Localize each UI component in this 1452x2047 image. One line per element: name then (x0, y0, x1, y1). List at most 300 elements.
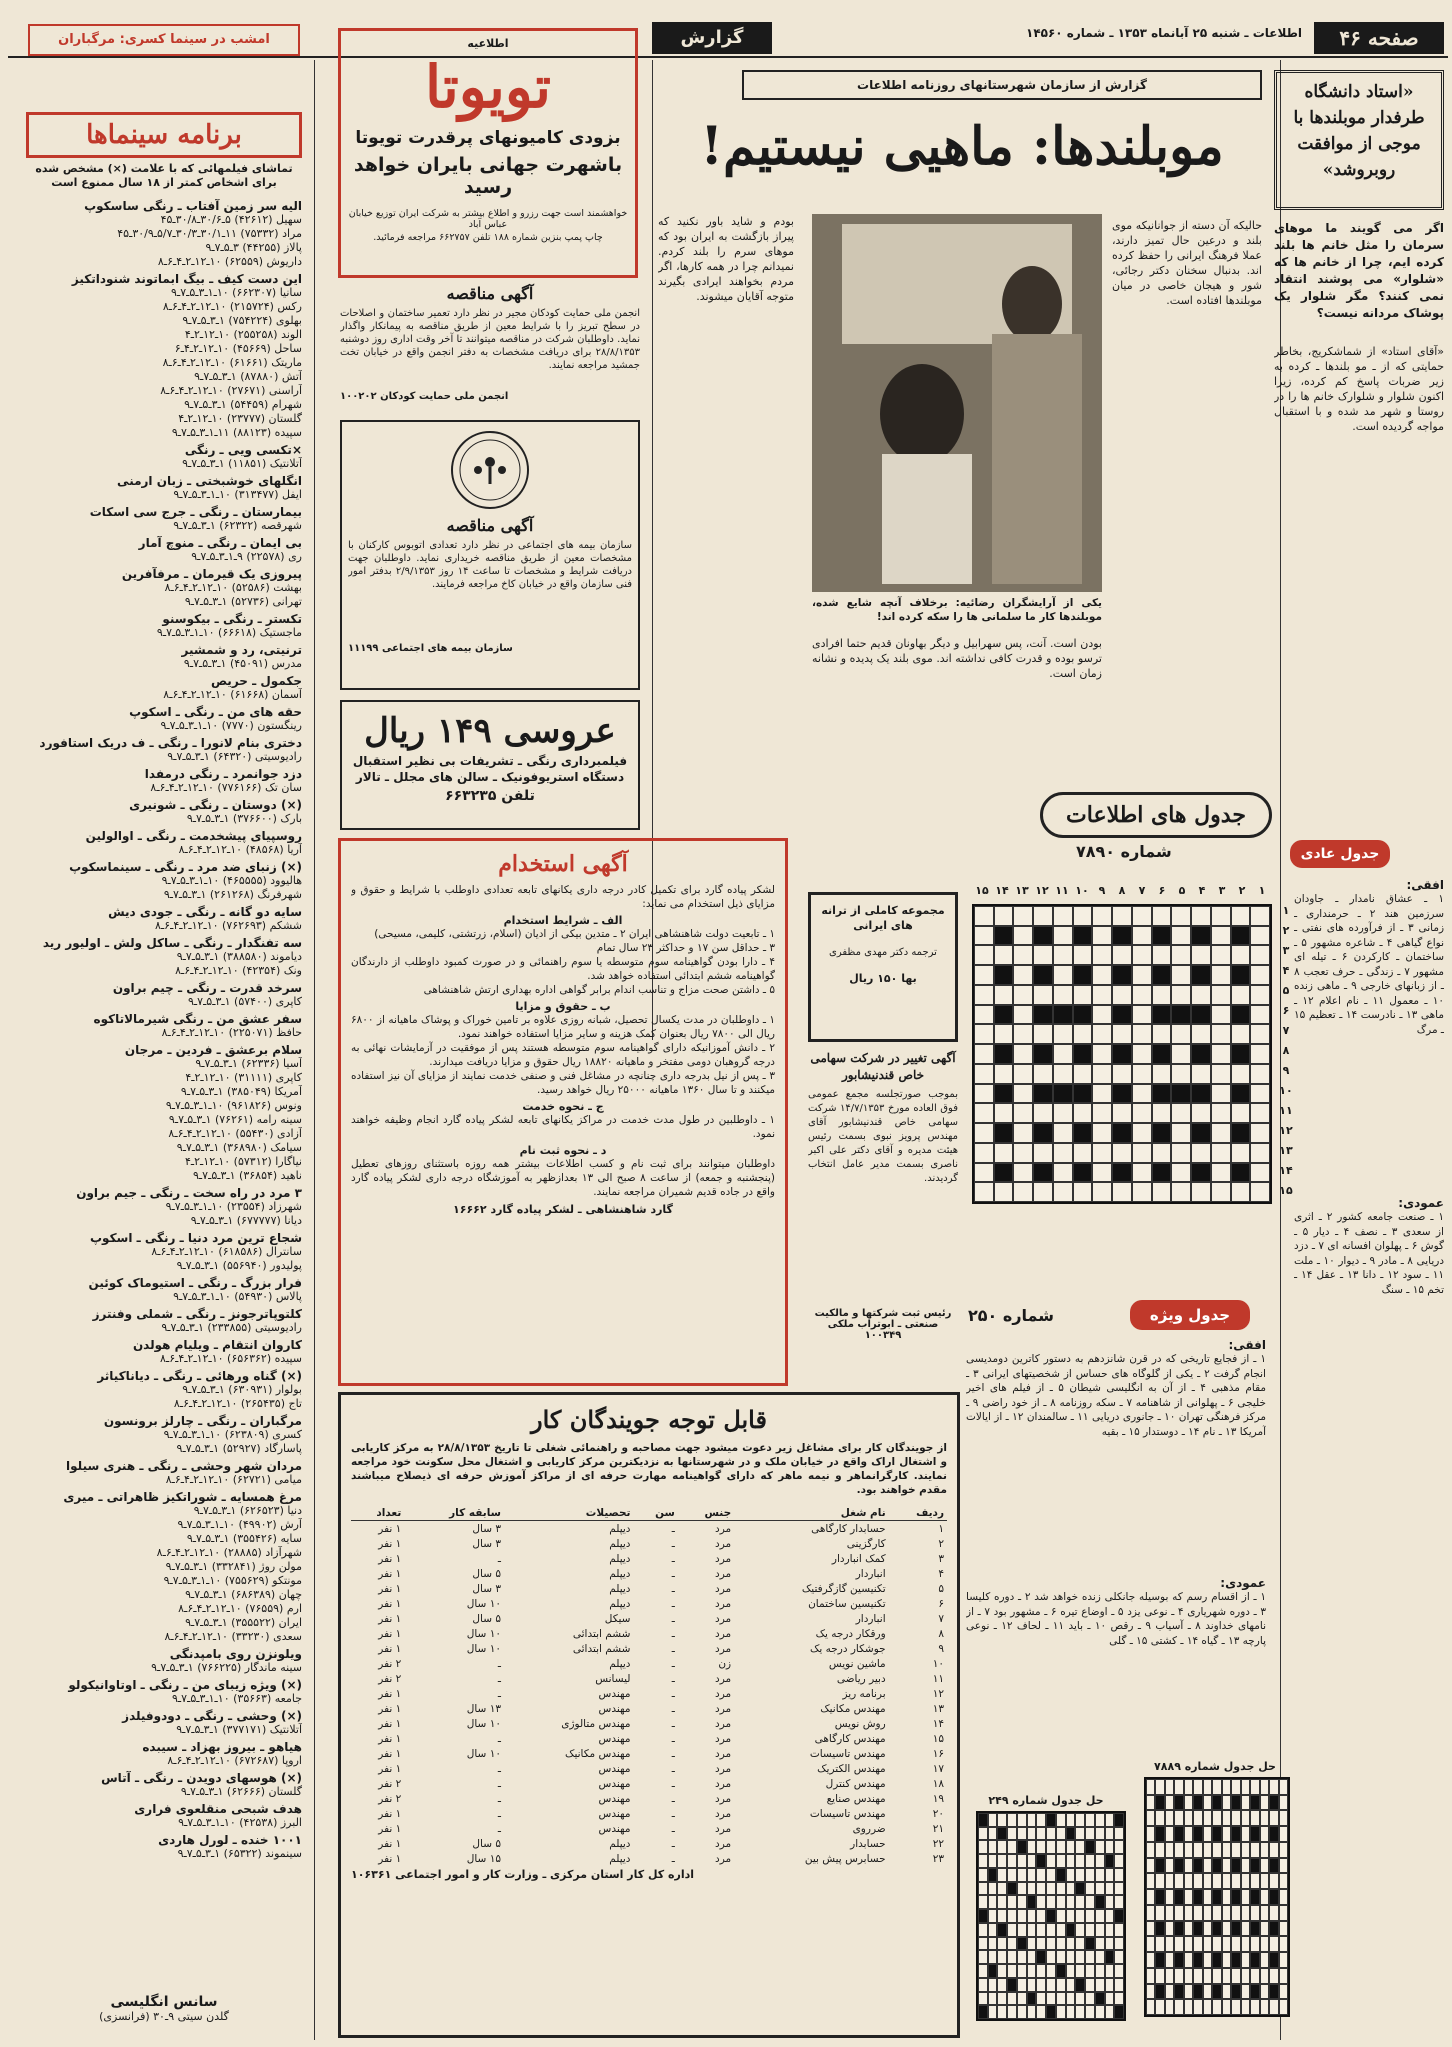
crossword-cell[interactable] (1073, 1064, 1093, 1084)
crossword-cell[interactable] (1211, 1143, 1231, 1163)
crossword-cell[interactable] (1053, 1044, 1073, 1064)
solution-cell[interactable] (1184, 1889, 1193, 1905)
solution-cell[interactable] (978, 1827, 988, 1841)
solution-cell[interactable] (1075, 1978, 1085, 1992)
solution-cell[interactable] (1114, 1813, 1124, 1827)
crossword-cell[interactable] (994, 985, 1014, 1005)
solution-cell[interactable] (1075, 1813, 1085, 1827)
crossword-cell[interactable] (1132, 945, 1152, 965)
solution-cell[interactable] (1222, 1889, 1231, 1905)
solution-cell[interactable] (1027, 1813, 1037, 1827)
solution-cell[interactable] (1036, 1950, 1046, 1964)
solution-cell[interactable] (1146, 1779, 1155, 1795)
solution-cell[interactable] (1075, 1882, 1085, 1896)
solution-cell[interactable] (1184, 1779, 1193, 1795)
solution-cell[interactable] (1105, 1827, 1115, 1841)
solution-cell[interactable] (1017, 1827, 1027, 1841)
crossword-cell[interactable] (1092, 1044, 1112, 1064)
solution-cell[interactable] (1279, 1889, 1288, 1905)
solution-cell[interactable] (1075, 1964, 1085, 1978)
solution-cell[interactable] (1085, 1895, 1095, 1909)
solution-cell[interactable] (1017, 1909, 1027, 1923)
solution-cell[interactable] (1146, 1984, 1155, 2000)
solution-cell[interactable] (1155, 1795, 1164, 1811)
crossword-cell[interactable] (1013, 985, 1033, 1005)
solution-cell[interactable] (1114, 1827, 1124, 1841)
solution-cell[interactable] (1007, 1840, 1017, 1854)
solution-cell[interactable] (988, 2005, 998, 2019)
crossword-cell[interactable] (974, 945, 994, 965)
solution-cell[interactable] (1241, 1795, 1250, 1811)
solution-cell[interactable] (1007, 1882, 1017, 1896)
solution-cell[interactable] (1260, 1999, 1269, 2015)
solution-cell[interactable] (1046, 1923, 1056, 1937)
crossword-cell[interactable] (1112, 906, 1132, 926)
solution-cell[interactable] (1231, 1842, 1240, 1858)
solution-cell[interactable] (1165, 1952, 1174, 1968)
solution-cell[interactable] (1114, 1854, 1124, 1868)
solution-cell[interactable] (1279, 1873, 1288, 1889)
solution-cell[interactable] (1056, 1950, 1066, 1964)
solution-cell[interactable] (1056, 1895, 1066, 1909)
solution-cell[interactable] (1046, 1895, 1056, 1909)
crossword-cell[interactable] (1191, 1024, 1211, 1044)
crossword-cell[interactable] (994, 1005, 1014, 1025)
crossword-cell[interactable] (1033, 1143, 1053, 1163)
crossword-cell[interactable] (994, 906, 1014, 926)
crossword-cell[interactable] (1171, 985, 1191, 1005)
solution-cell[interactable] (1007, 2005, 1017, 2019)
crossword-cell[interactable] (1092, 1182, 1112, 1202)
crossword-cell[interactable] (1152, 965, 1172, 985)
solution-cell[interactable] (1279, 1842, 1288, 1858)
solution-cell[interactable] (988, 1895, 998, 1909)
crossword-cell[interactable] (1171, 926, 1191, 946)
crossword-cell[interactable] (1171, 1182, 1191, 1202)
crossword-cell[interactable] (1191, 1143, 1211, 1163)
solution-cell[interactable] (1066, 1992, 1076, 2006)
solution-cell[interactable] (1105, 1895, 1115, 1909)
crossword-cell[interactable] (1033, 906, 1053, 926)
crossword-cell[interactable] (1250, 1163, 1270, 1183)
crossword-cell[interactable] (1013, 1024, 1033, 1044)
solution-cell[interactable] (1066, 1854, 1076, 1868)
solution-cell[interactable] (1165, 1889, 1174, 1905)
crossword-cell[interactable] (1033, 945, 1053, 965)
crossword-cell[interactable] (1132, 1103, 1152, 1123)
solution-cell[interactable] (997, 1854, 1007, 1868)
crossword-cell[interactable] (974, 965, 994, 985)
solution-cell[interactable] (1017, 2005, 1027, 2019)
crossword-cell[interactable] (1191, 1182, 1211, 1202)
solution-cell[interactable] (988, 1882, 998, 1896)
solution-cell[interactable] (1241, 1936, 1250, 1952)
crossword-cell[interactable] (1132, 1024, 1152, 1044)
solution-cell[interactable] (1036, 1937, 1046, 1951)
solution-cell[interactable] (1085, 1882, 1095, 1896)
solution-cell[interactable] (1269, 1873, 1278, 1889)
crossword-cell[interactable] (1171, 1084, 1191, 1104)
solution-cell[interactable] (988, 1950, 998, 1964)
solution-cell[interactable] (1250, 1968, 1259, 1984)
solution-cell[interactable] (1174, 1779, 1183, 1795)
crossword-cell[interactable] (1152, 1064, 1172, 1084)
crossword-cell[interactable] (1250, 1024, 1270, 1044)
solution-cell[interactable] (1279, 1858, 1288, 1874)
solution-cell[interactable] (1007, 1950, 1017, 1964)
crossword-cell[interactable] (1112, 965, 1132, 985)
solution-cell[interactable] (1165, 1842, 1174, 1858)
crossword-cell[interactable] (1073, 1084, 1093, 1104)
solution-cell[interactable] (1066, 1827, 1076, 1841)
solution-cell[interactable] (1269, 1842, 1278, 1858)
crossword-cell[interactable] (1073, 1005, 1093, 1025)
solution-cell[interactable] (1241, 1905, 1250, 1921)
solution-cell[interactable] (1155, 1984, 1164, 2000)
solution-cell[interactable] (1231, 1889, 1240, 1905)
crossword-cell[interactable] (1053, 965, 1073, 985)
solution-cell[interactable] (1174, 1999, 1183, 2015)
crossword-cell[interactable] (1152, 1143, 1172, 1163)
solution-cell[interactable] (1222, 1858, 1231, 1874)
solution-cell[interactable] (1046, 1950, 1056, 1964)
solution-cell[interactable] (1260, 1968, 1269, 1984)
crossword-cell[interactable] (1013, 1163, 1033, 1183)
crossword-cell[interactable] (1231, 965, 1251, 985)
solution-cell[interactable] (1017, 1813, 1027, 1827)
solution-cell[interactable] (1066, 1840, 1076, 1854)
solution-cell[interactable] (1056, 1964, 1066, 1978)
crossword-cell[interactable] (1073, 1143, 1093, 1163)
crossword-cell[interactable] (994, 926, 1014, 946)
crossword-cell[interactable] (1092, 1123, 1112, 1143)
solution-cell[interactable] (1269, 1999, 1278, 2015)
solution-cell[interactable] (1085, 1923, 1095, 1937)
crossword-cell[interactable] (1211, 985, 1231, 1005)
crossword-cell[interactable] (1231, 1103, 1251, 1123)
solution-cell[interactable] (1174, 1921, 1183, 1937)
crossword-cell[interactable] (1191, 945, 1211, 965)
crossword-cell[interactable] (1053, 1024, 1073, 1044)
solution-cell[interactable] (1203, 1810, 1212, 1826)
solution-cell[interactable] (1075, 1895, 1085, 1909)
solution-cell[interactable] (1231, 1968, 1240, 1984)
crossword-cell[interactable] (1191, 1163, 1211, 1183)
solution-cell[interactable] (1036, 1964, 1046, 1978)
crossword-cell[interactable] (1250, 1084, 1270, 1104)
solution-cell[interactable] (1269, 1952, 1278, 1968)
crossword-cell[interactable] (1211, 1005, 1231, 1025)
solution-cell[interactable] (1146, 1968, 1155, 1984)
crossword-cell[interactable] (1073, 1024, 1093, 1044)
solution-cell[interactable] (1085, 1950, 1095, 1964)
crossword-cell[interactable] (1053, 1182, 1073, 1202)
solution-cell[interactable] (988, 1937, 998, 1951)
solution-cell[interactable] (1146, 1936, 1155, 1952)
solution-cell[interactable] (997, 1882, 1007, 1896)
crossword-cell[interactable] (1211, 1103, 1231, 1123)
crossword-cell[interactable] (1073, 1182, 1093, 1202)
solution-cell[interactable] (1165, 1936, 1174, 1952)
solution-cell[interactable] (1105, 1840, 1115, 1854)
solution-cell[interactable] (1269, 1921, 1278, 1937)
solution-cell[interactable] (1007, 1813, 1017, 1827)
crossword-cell[interactable] (1092, 1064, 1112, 1084)
solution-cell[interactable] (1036, 1868, 1046, 1882)
solution-cell[interactable] (1260, 1858, 1269, 1874)
solution-cell[interactable] (1212, 1968, 1221, 1984)
solution-cell[interactable] (1046, 1964, 1056, 1978)
solution-cell[interactable] (1184, 1873, 1193, 1889)
solution-cell[interactable] (1046, 1868, 1056, 1882)
solution-cell[interactable] (1241, 1984, 1250, 2000)
solution-cell[interactable] (997, 1950, 1007, 1964)
crossword-cell[interactable] (1211, 965, 1231, 985)
solution-cell[interactable] (1241, 1779, 1250, 1795)
solution-cell[interactable] (1114, 1978, 1124, 1992)
solution-cell[interactable] (1212, 1984, 1221, 2000)
solution-cell[interactable] (1231, 1873, 1240, 1889)
solution-cell[interactable] (1027, 1827, 1037, 1841)
solution-cell[interactable] (1193, 1999, 1202, 2015)
solution-cell[interactable] (1203, 1842, 1212, 1858)
crossword-cell[interactable] (1250, 965, 1270, 985)
crossword-cell[interactable] (1250, 1064, 1270, 1084)
solution-cell[interactable] (1184, 1842, 1193, 1858)
solution-cell[interactable] (1193, 1795, 1202, 1811)
solution-cell[interactable] (1279, 1952, 1288, 1968)
solution-cell[interactable] (1095, 1895, 1105, 1909)
crossword-cell[interactable] (1132, 1163, 1152, 1183)
solution-cell[interactable] (1279, 1795, 1288, 1811)
solution-cell[interactable] (1105, 1964, 1115, 1978)
solution-cell[interactable] (978, 2005, 988, 2019)
crossword-cell[interactable] (1211, 1044, 1231, 1064)
solution-cell[interactable] (1027, 1882, 1037, 1896)
solution-cell[interactable] (1075, 1854, 1085, 1868)
solution-cell[interactable] (1193, 1905, 1202, 1921)
solution-cell[interactable] (978, 1923, 988, 1937)
solution-cell[interactable] (1231, 1795, 1240, 1811)
solution-cell[interactable] (988, 1854, 998, 1868)
solution-cell[interactable] (1114, 1950, 1124, 1964)
solution-cell[interactable] (1250, 1999, 1259, 2015)
solution-cell[interactable] (1279, 1999, 1288, 2015)
crossword-cell[interactable] (1132, 1064, 1152, 1084)
solution-cell[interactable] (1036, 1882, 1046, 1896)
solution-cell[interactable] (1269, 1984, 1278, 2000)
crossword-cell[interactable] (1053, 985, 1073, 1005)
crossword-cell[interactable] (1053, 1005, 1073, 1025)
solution-cell[interactable] (1155, 1952, 1164, 1968)
crossword-cell[interactable] (994, 1024, 1014, 1044)
crossword-cell[interactable] (1073, 985, 1093, 1005)
crossword-cell[interactable] (1033, 1064, 1053, 1084)
crossword-cell[interactable] (994, 1123, 1014, 1143)
solution-cell[interactable] (1027, 1937, 1037, 1951)
solution-cell[interactable] (1056, 1840, 1066, 1854)
solution-cell[interactable] (1017, 1895, 1027, 1909)
solution-cell[interactable] (1165, 1968, 1174, 1984)
solution-cell[interactable] (1007, 1868, 1017, 1882)
solution-cell[interactable] (1017, 1992, 1027, 2006)
crossword-cell[interactable] (1053, 1143, 1073, 1163)
solution-cell[interactable] (1174, 1826, 1183, 1842)
solution-cell[interactable] (1165, 1826, 1174, 1842)
crossword-cell[interactable] (1112, 1182, 1132, 1202)
solution-cell[interactable] (1066, 1937, 1076, 1951)
solution-cell[interactable] (1114, 1882, 1124, 1896)
crossword-cell[interactable] (974, 1064, 994, 1084)
solution-cell[interactable] (1155, 1779, 1164, 1795)
crossword-cell[interactable] (1171, 1103, 1191, 1123)
crossword-cell[interactable] (1250, 1143, 1270, 1163)
solution-cell[interactable] (1085, 1854, 1095, 1868)
solution-cell[interactable] (1095, 1937, 1105, 1951)
crossword-cell[interactable] (1053, 1103, 1073, 1123)
solution-cell[interactable] (1155, 1936, 1164, 1952)
solution-cell[interactable] (1260, 1936, 1269, 1952)
solution-cell[interactable] (1203, 1826, 1212, 1842)
solution-cell[interactable] (1095, 1909, 1105, 1923)
solution-cell[interactable] (1174, 1968, 1183, 1984)
solution-cell[interactable] (1017, 1950, 1027, 1964)
crossword-cell[interactable] (1112, 1163, 1132, 1183)
solution-cell[interactable] (1155, 1905, 1164, 1921)
solution-cell[interactable] (1007, 1909, 1017, 1923)
solution-cell[interactable] (1085, 2005, 1095, 2019)
solution-cell[interactable] (1095, 1964, 1105, 1978)
solution-cell[interactable] (1105, 1868, 1115, 1882)
solution-cell[interactable] (1027, 2005, 1037, 2019)
crossword-cell[interactable] (1013, 945, 1033, 965)
solution-cell[interactable] (1250, 1936, 1259, 1952)
crossword-cell[interactable] (1211, 1182, 1231, 1202)
solution-cell[interactable] (1056, 1813, 1066, 1827)
crossword-cell[interactable] (974, 906, 994, 926)
crossword-cell[interactable] (1132, 1005, 1152, 1025)
solution-cell[interactable] (1231, 1984, 1240, 2000)
solution-cell[interactable] (978, 1882, 988, 1896)
solution-cell[interactable] (1105, 1937, 1115, 1951)
solution-cell[interactable] (1193, 1889, 1202, 1905)
solution-cell[interactable] (1075, 1937, 1085, 1951)
solution-cell[interactable] (1095, 1840, 1105, 1854)
solution-cell[interactable] (1085, 1964, 1095, 1978)
crossword-cell[interactable] (1231, 1044, 1251, 1064)
solution-cell[interactable] (1250, 1952, 1259, 1968)
crossword-cell[interactable] (1132, 1044, 1152, 1064)
solution-cell[interactable] (1241, 1921, 1250, 1937)
crossword-cell[interactable] (974, 1182, 994, 1202)
solution-cell[interactable] (1260, 1873, 1269, 1889)
solution-cell[interactable] (1027, 1950, 1037, 1964)
crossword-cell[interactable] (1112, 1143, 1132, 1163)
solution-cell[interactable] (1203, 1873, 1212, 1889)
solution-cell[interactable] (1105, 1992, 1115, 2006)
solution-cell[interactable] (1165, 1873, 1174, 1889)
solution-cell[interactable] (1222, 1795, 1231, 1811)
crossword-cell[interactable] (1013, 1005, 1033, 1025)
solution-cell[interactable] (1017, 1923, 1027, 1937)
solution-cell[interactable] (1165, 1921, 1174, 1937)
solution-cell[interactable] (1105, 1882, 1115, 1896)
crossword-cell[interactable] (1053, 1084, 1073, 1104)
solution-cell[interactable] (1241, 1889, 1250, 1905)
solution-cell[interactable] (1203, 1968, 1212, 1984)
crossword-cell[interactable] (1191, 926, 1211, 946)
solution-cell[interactable] (1095, 1950, 1105, 1964)
solution-cell[interactable] (1241, 1873, 1250, 1889)
solution-cell[interactable] (1046, 1854, 1056, 1868)
solution-cell[interactable] (1114, 1937, 1124, 1951)
crossword-cell[interactable] (1211, 1084, 1231, 1104)
solution-cell[interactable] (1056, 1882, 1066, 1896)
solution-cell[interactable] (1075, 2005, 1085, 2019)
solution-cell[interactable] (1027, 1909, 1037, 1923)
crossword-cell[interactable] (1231, 906, 1251, 926)
solution-cell[interactable] (1146, 1795, 1155, 1811)
crossword-cell[interactable] (1112, 1005, 1132, 1025)
solution-cell[interactable] (1184, 1968, 1193, 1984)
solution-cell[interactable] (1174, 1810, 1183, 1826)
solution-cell[interactable] (1212, 1858, 1221, 1874)
crossword-cell[interactable] (1152, 1163, 1172, 1183)
solution-cell[interactable] (1212, 1826, 1221, 1842)
crossword-cell[interactable] (1053, 1163, 1073, 1183)
crossword-cell[interactable] (1211, 906, 1231, 926)
crossword-cell[interactable] (974, 926, 994, 946)
crossword-cell[interactable] (994, 945, 1014, 965)
solution-cell[interactable] (1017, 1964, 1027, 1978)
solution-cell[interactable] (988, 1978, 998, 1992)
solution-cell[interactable] (1017, 1882, 1027, 1896)
solution-cell[interactable] (1165, 1999, 1174, 2015)
crossword-cell[interactable] (1132, 906, 1152, 926)
solution-cell[interactable] (1174, 1842, 1183, 1858)
crossword-cell[interactable] (974, 1084, 994, 1104)
crossword-cell[interactable] (994, 1044, 1014, 1064)
crossword-cell[interactable] (1171, 1163, 1191, 1183)
solution-cell[interactable] (997, 1978, 1007, 1992)
solution-cell[interactable] (1250, 1984, 1259, 2000)
crossword-cell[interactable] (1073, 926, 1093, 946)
solution-cell[interactable] (988, 1923, 998, 1937)
solution-cell[interactable] (1279, 1921, 1288, 1937)
solution-cell[interactable] (1203, 1936, 1212, 1952)
solution-cell[interactable] (1174, 1952, 1183, 1968)
crossword-cell[interactable] (1073, 1123, 1093, 1143)
solution-cell[interactable] (1269, 1826, 1278, 1842)
solution-cell[interactable] (1222, 1999, 1231, 2015)
solution-cell[interactable] (1027, 1964, 1037, 1978)
solution-cell[interactable] (1085, 1909, 1095, 1923)
solution-cell[interactable] (988, 1909, 998, 1923)
solution-cell[interactable] (1036, 1827, 1046, 1841)
crossword-cell[interactable] (1171, 1044, 1191, 1064)
solution-cell[interactable] (1231, 1999, 1240, 2015)
solution-cell[interactable] (1279, 1826, 1288, 1842)
solution-cell[interactable] (1165, 1905, 1174, 1921)
solution-cell[interactable] (1222, 1826, 1231, 1842)
solution-cell[interactable] (1269, 1936, 1278, 1952)
crossword-cell[interactable] (994, 1163, 1014, 1183)
solution-cell[interactable] (1193, 1952, 1202, 1968)
solution-cell[interactable] (1250, 1842, 1259, 1858)
crossword-cell[interactable] (1191, 1123, 1211, 1143)
crossword-cell[interactable] (1250, 1103, 1270, 1123)
solution-cell[interactable] (1036, 1992, 1046, 2006)
